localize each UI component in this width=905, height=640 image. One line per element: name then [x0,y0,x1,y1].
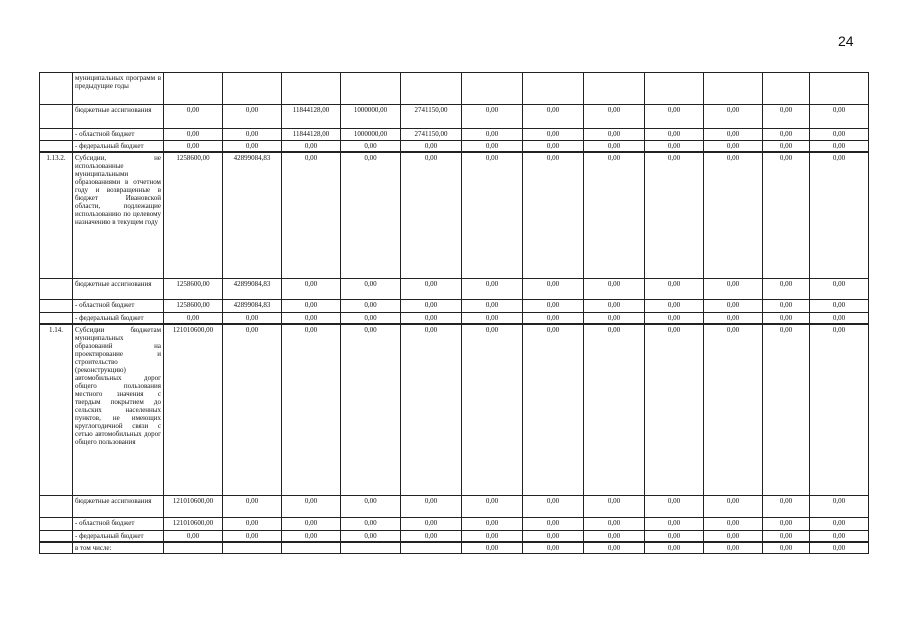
value-cell: 0,00 [523,299,584,312]
value-cell: 0,00 [282,531,341,543]
row-code [40,542,73,554]
value-cell: 0,00 [223,141,282,153]
value-cell [810,73,869,105]
value-cell: 0,00 [523,152,584,278]
row-code: 1.14. [40,324,73,496]
value-cell: 0,00 [462,324,523,496]
value-cell: 0,00 [763,278,810,299]
table-row [40,531,869,543]
row-label: бюджетные ассигнования [73,496,164,518]
value-cell [282,542,341,554]
row-code [40,129,73,141]
value-cell: 0,00 [763,496,810,518]
value-cell [584,73,645,105]
value-cell [401,542,462,554]
value-cell: 1000000,00 [341,105,401,129]
value-cell: 0,00 [810,105,869,129]
value-cell: 0,00 [523,518,584,531]
value-cell: 0,00 [223,518,282,531]
value-cell: 0,00 [523,496,584,518]
value-cell: 0,00 [282,152,341,278]
value-cell: 0,00 [704,299,763,312]
value-cell: 0,00 [763,518,810,531]
value-cell: 11844128,00 [282,129,341,141]
table-row [40,542,869,554]
value-cell: 0,00 [523,278,584,299]
value-cell [341,542,401,554]
value-cell: 0,00 [704,324,763,496]
value-cell: 0,00 [341,531,401,543]
value-cell: 0,00 [704,312,763,324]
value-cell: 0,00 [223,105,282,129]
value-cell: 0,00 [341,324,401,496]
value-cell: 0,00 [223,312,282,324]
value-cell [164,73,223,105]
value-cell: 0,00 [584,496,645,518]
value-cell: 0,00 [645,299,704,312]
table-row [40,496,869,518]
value-cell: 0,00 [810,141,869,153]
value-cell [223,73,282,105]
value-cell [164,542,223,554]
value-cell: 0,00 [401,496,462,518]
value-cell: 0,00 [645,105,704,129]
value-cell [223,542,282,554]
value-cell: 0,00 [763,152,810,278]
value-cell: 0,00 [462,312,523,324]
value-cell: 0,00 [704,129,763,141]
value-cell: 0,00 [341,299,401,312]
value-cell: 0,00 [810,312,869,324]
value-cell: 0,00 [704,496,763,518]
value-cell: 11844128,00 [282,105,341,129]
table-row [40,141,869,153]
row-label: бюджетные ассигнования [73,278,164,299]
row-label: - федеральный бюджет [73,312,164,324]
row-label: муниципальных программ в предыдущие годы [73,73,164,105]
table-row [40,73,869,105]
value-cell: 0,00 [763,531,810,543]
value-cell: 0,00 [223,531,282,543]
table-row [40,312,869,324]
value-cell: 0,00 [645,496,704,518]
value-cell: 0,00 [462,105,523,129]
value-cell: 0,00 [223,324,282,496]
value-cell: 0,00 [584,531,645,543]
value-cell: 2741150,00 [401,129,462,141]
value-cell [401,73,462,105]
value-cell: 0,00 [462,152,523,278]
value-cell: 0,00 [401,518,462,531]
row-code [40,299,73,312]
value-cell: 0,00 [810,542,869,554]
value-cell: 0,00 [341,312,401,324]
value-cell [462,73,523,105]
row-label: Субсидии бюджетам муниципальных образований на проектирование и строительство (реконструкцию) автомобильных дорог общего пользования местного значения с твердым покрытием до сельских населенных пунктов, не имеющих круглогодичной связи с сетью автомобильных дорог общего пользования [73,324,164,496]
value-cell: 0,00 [584,129,645,141]
value-cell: 0,00 [341,278,401,299]
value-cell: 0,00 [704,141,763,153]
value-cell [282,73,341,105]
value-cell [704,73,763,105]
row-code [40,73,73,105]
page-number: 24 [838,33,854,49]
value-cell: 0,00 [223,496,282,518]
value-cell: 0,00 [341,518,401,531]
value-cell: 1258600,00 [164,278,223,299]
value-cell: 0,00 [810,518,869,531]
value-cell: 0,00 [645,312,704,324]
value-cell: 0,00 [401,531,462,543]
row-code [40,105,73,129]
budget-table [39,72,869,554]
row-label: бюджетные ассигнования [73,105,164,129]
value-cell: 0,00 [523,105,584,129]
value-cell: 0,00 [282,299,341,312]
value-cell: 0,00 [523,129,584,141]
value-cell: 0,00 [462,129,523,141]
value-cell: 121010600,00 [164,324,223,496]
value-cell: 0,00 [645,129,704,141]
row-code [40,312,73,324]
value-cell: 0,00 [462,518,523,531]
value-cell: 0,00 [810,324,869,496]
value-cell: 0,00 [282,518,341,531]
value-cell: 0,00 [763,324,810,496]
value-cell: 0,00 [282,496,341,518]
value-cell: 1258600,00 [164,152,223,278]
row-code [40,141,73,153]
row-label: - областной бюджет [73,299,164,312]
value-cell [763,73,810,105]
value-cell: 0,00 [523,312,584,324]
value-cell: 0,00 [341,152,401,278]
value-cell: 0,00 [282,278,341,299]
value-cell: 0,00 [282,141,341,153]
value-cell: 0,00 [645,324,704,496]
value-cell: 0,00 [763,542,810,554]
value-cell: 0,00 [164,129,223,141]
value-cell: 0,00 [584,542,645,554]
value-cell: 0,00 [584,152,645,278]
value-cell: 0,00 [763,129,810,141]
value-cell: 0,00 [401,312,462,324]
value-cell: 1000000,00 [341,129,401,141]
row-label: - областной бюджет [73,129,164,141]
value-cell: 0,00 [584,312,645,324]
value-cell: 0,00 [763,299,810,312]
value-cell: 0,00 [704,105,763,129]
value-cell: 0,00 [164,105,223,129]
value-cell: 0,00 [523,531,584,543]
value-cell: 0,00 [584,141,645,153]
value-cell: 0,00 [645,531,704,543]
value-cell: 0,00 [164,141,223,153]
value-cell: 0,00 [810,299,869,312]
value-cell [341,73,401,105]
row-label: - федеральный бюджет [73,531,164,543]
table-row [40,152,869,278]
value-cell: 0,00 [763,105,810,129]
row-code [40,531,73,543]
value-cell: 42899084,83 [223,152,282,278]
row-label: - федеральный бюджет [73,141,164,153]
table-row [40,105,869,129]
row-code [40,496,73,518]
value-cell: 0,00 [763,141,810,153]
value-cell: 0,00 [462,141,523,153]
value-cell: 0,00 [584,299,645,312]
value-cell: 0,00 [584,105,645,129]
value-cell: 0,00 [462,299,523,312]
value-cell: 0,00 [341,141,401,153]
value-cell: 0,00 [282,324,341,496]
value-cell: 0,00 [164,312,223,324]
value-cell: 0,00 [164,531,223,543]
table-row [40,278,869,299]
value-cell: 0,00 [645,278,704,299]
table-row [40,299,869,312]
value-cell: 0,00 [584,278,645,299]
value-cell: 121010600,00 [164,496,223,518]
value-cell: 0,00 [704,278,763,299]
row-label: в том числе: [73,542,164,554]
value-cell [645,73,704,105]
value-cell: 0,00 [810,152,869,278]
value-cell: 0,00 [401,141,462,153]
value-cell: 0,00 [645,141,704,153]
value-cell: 0,00 [810,496,869,518]
value-cell: 0,00 [584,324,645,496]
row-label: Субсидии, не использованные муниципальными образованиями в отчетном году и возвращенные в бюджет Ивановской области, подлежащие использованию по целевому назначению в текущем году [73,152,164,278]
value-cell: 42899084,83 [223,299,282,312]
value-cell: 0,00 [401,278,462,299]
value-cell: 0,00 [645,518,704,531]
value-cell: 1258600,00 [164,299,223,312]
value-cell: 0,00 [763,312,810,324]
value-cell: 0,00 [584,518,645,531]
value-cell: 0,00 [704,531,763,543]
table-row [40,129,869,141]
value-cell: 0,00 [462,542,523,554]
value-cell: 0,00 [401,324,462,496]
value-cell: 0,00 [645,152,704,278]
value-cell: 0,00 [704,518,763,531]
value-cell: 0,00 [810,531,869,543]
value-cell: 0,00 [810,278,869,299]
value-cell [523,73,584,105]
value-cell: 0,00 [462,531,523,543]
value-cell: 121010600,00 [164,518,223,531]
value-cell: 0,00 [462,278,523,299]
row-label: - областной бюджет [73,518,164,531]
row-code: 1.13.2. [40,152,73,278]
value-cell: 0,00 [523,542,584,554]
value-cell: 2741150,00 [401,105,462,129]
value-cell: 0,00 [401,152,462,278]
value-cell: 42899084,83 [223,278,282,299]
value-cell: 0,00 [223,129,282,141]
value-cell: 0,00 [523,141,584,153]
value-cell: 0,00 [704,152,763,278]
row-code [40,518,73,531]
table-row [40,324,869,496]
value-cell: 0,00 [341,496,401,518]
value-cell: 0,00 [523,324,584,496]
value-cell: 0,00 [645,542,704,554]
value-cell: 0,00 [401,299,462,312]
value-cell: 0,00 [462,496,523,518]
value-cell: 0,00 [704,542,763,554]
row-code [40,278,73,299]
value-cell: 0,00 [810,129,869,141]
value-cell: 0,00 [282,312,341,324]
table-row [40,518,869,531]
